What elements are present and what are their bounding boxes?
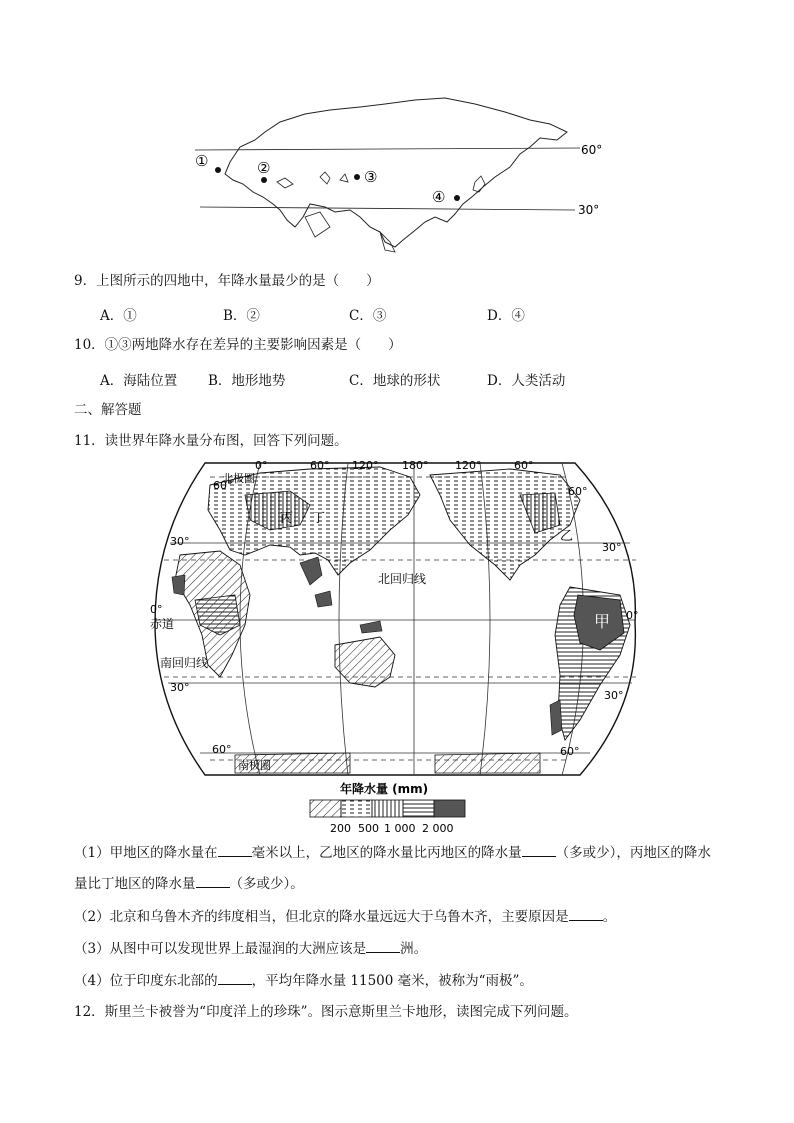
q9-option-c[interactable]: C．③ — [349, 308, 387, 324]
lat-right-60s: 60° — [560, 745, 580, 758]
q11-sub1-text-e: （多或少）。 — [229, 876, 304, 892]
label-4: ④ — [432, 188, 446, 206]
q11-sub4-text-b: ，平均年降水量 11500 毫米，被称为“雨极”。 — [251, 973, 533, 989]
q11-sub2-text-b: 。 — [602, 909, 617, 925]
label-tropic-cancer: 北回归线 — [378, 572, 427, 586]
label-arctic-circle: 北极圈 — [222, 472, 255, 485]
label-2: ② — [257, 159, 271, 177]
q11-sub1-blank-1[interactable] — [218, 844, 252, 857]
q9-option-d[interactable]: D．④ — [487, 308, 525, 324]
world-precip-map — [150, 455, 650, 840]
label-3: ③ — [364, 168, 378, 186]
lat-right-30n: 30° — [602, 541, 622, 554]
lat-60-line — [195, 148, 580, 150]
section-heading: 二、解答题 — [74, 402, 142, 418]
lon-label-120: 120° — [352, 459, 379, 472]
q10-option-a[interactable]: A．海陆位置 — [100, 373, 178, 389]
label-tropic-capricorn: 南回归线 — [160, 656, 209, 670]
legend-tick-500: 500 — [358, 822, 379, 835]
label-antarctic-circle: 南极圈 — [238, 759, 271, 772]
point-3 — [354, 174, 360, 180]
q11-sub2-text-a: （2）北京和乌鲁木齐的纬度相当，但北京的降水量远远大于乌鲁木齐，主要原因是 — [74, 909, 569, 925]
q10-option-d[interactable]: D．人类活动 — [487, 373, 566, 389]
lat-left-30s: 30° — [170, 681, 190, 694]
q11-sub2-blank[interactable] — [569, 908, 603, 921]
q11-sub1-line1 — [74, 844, 711, 862]
q11-sub1-text-a: （1）甲地区的降水量在 — [74, 845, 218, 861]
label-yi: 乙 — [560, 529, 574, 544]
lon-label-180: 180° — [402, 459, 429, 472]
q12-stem: 12．斯里兰卡被誉为“印度洋上的珍珠”。图示意斯里兰卡地形，读图完成下列问题。 — [74, 1004, 578, 1020]
q11-sub1-blank-2[interactable] — [522, 844, 556, 857]
q10-option-c[interactable]: C．地球的形状 — [349, 373, 441, 389]
lon-label-0: 0° — [255, 459, 268, 472]
q11-sub4-text-a: （4）位于印度东北部的 — [74, 973, 218, 989]
q9-option-b[interactable]: B．② — [223, 308, 260, 324]
point-4 — [454, 195, 460, 201]
q11-sub1-blank-3[interactable] — [196, 875, 230, 888]
legend-tick-1000: 1 000 — [384, 822, 416, 835]
label-ding: 丁 — [312, 511, 326, 526]
q11-sub1-text-b: 毫米以上，乙地区的降水量比丙地区的降水量 — [251, 845, 522, 861]
precip-legend — [310, 800, 465, 817]
lon-label-60: 60° — [310, 459, 330, 472]
q10-option-b[interactable]: B．地形地势 — [208, 373, 286, 389]
lat-right-0: 0° — [626, 609, 639, 622]
legend-title: 年降水量 (mm) — [340, 782, 429, 796]
q11-sub2 — [74, 908, 616, 926]
point-2 — [261, 177, 267, 183]
q11-sub4-blank[interactable] — [218, 972, 252, 985]
q11-sub3-text-b: 洲。 — [400, 941, 428, 957]
lat-left-60n: 60° — [213, 479, 233, 492]
q11-sub1-line2 — [74, 875, 304, 893]
lat-left-30n: 30° — [170, 535, 190, 548]
lat-60-label: 60° — [581, 143, 603, 157]
label-bing: 丙 — [280, 511, 294, 526]
q11-sub3-blank[interactable] — [366, 940, 400, 953]
lat-right-60n: 60° — [568, 485, 588, 498]
label-jia: 甲 — [594, 612, 611, 631]
q11-sub1-text-c: （多或少），丙地区的降水 — [555, 845, 711, 861]
lat-30-label: 30° — [578, 203, 600, 217]
q11-sub3-text-a: （3）从图中可以发现世界上最湿润的大洲应该是 — [74, 941, 367, 957]
lat-30-line — [200, 207, 575, 210]
q11-stem: 11．读世界年降水量分布图，回答下列问题。 — [74, 433, 348, 449]
q10-stem: 10．①③两地降水存在差异的主要影响因素是（ ） — [74, 337, 402, 353]
legend-tick-2000: 2 000 — [422, 822, 454, 835]
label-1: ① — [195, 152, 209, 170]
lat-left-60s: 60° — [212, 743, 232, 756]
q9-stem: 9．上图所示的四地中，年降水量最少的是（ ） — [74, 273, 380, 289]
point-1 — [215, 167, 221, 173]
lon-label-120w: 120° — [455, 459, 482, 472]
q11-sub1-text-d: 量比丁地区的降水量 — [74, 876, 196, 892]
q11-sub4 — [74, 972, 533, 990]
lat-left-0: 0° — [150, 603, 163, 616]
q11-sub3 — [74, 940, 427, 958]
eurasia-map — [185, 92, 615, 262]
lon-label-60w: 60° — [514, 459, 534, 472]
legend-tick-200: 200 — [330, 822, 351, 835]
lat-right-30s: 30° — [604, 689, 624, 702]
q9-option-a[interactable]: A．① — [100, 308, 137, 324]
label-equator: 赤道 — [150, 617, 175, 631]
